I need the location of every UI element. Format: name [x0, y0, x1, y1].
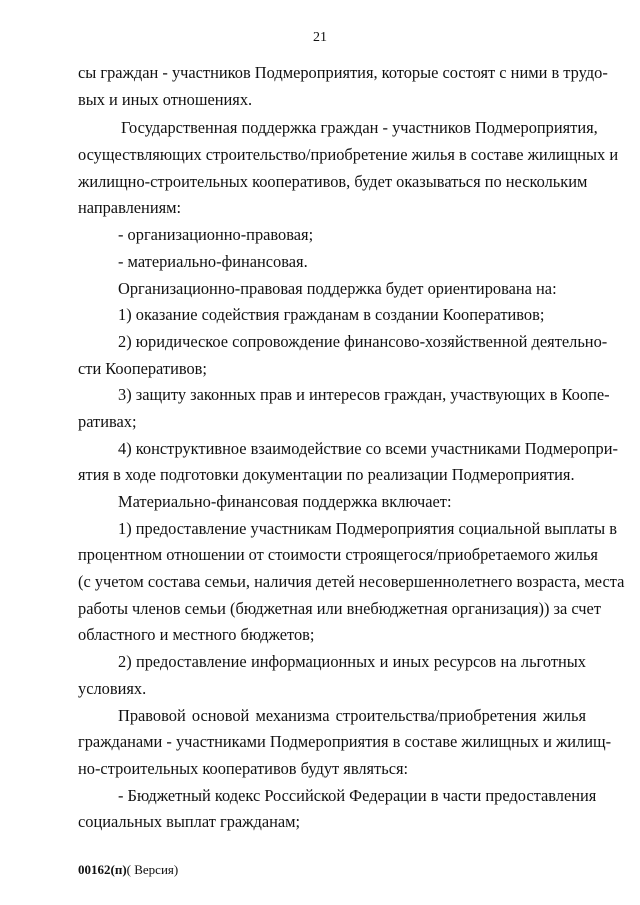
list-item: 1) предоставление участникам Подмероприятия социальной выплаты в [118, 518, 617, 538]
text-line: гражданами - участниками Подмероприятия в составе жилищных и жилищ- [78, 732, 612, 752]
text-line: жилищно-строительных кооперативов, будет оказываться по нескольким [78, 171, 588, 191]
text-line: областного и местного бюджетов; [78, 625, 315, 645]
text-line: сы граждан - участников Подмероприятия, которые состоят с ними в трудо- [78, 63, 608, 82]
text-line: ятия в ходе подготовки документации по реализации Подмероприятия. [78, 465, 575, 485]
text-line: сти Кооперативов; [78, 358, 207, 378]
list-item: 2) юридическое сопровождение финансово-хозяйственной деятельно- [118, 331, 608, 351]
text-line: социальных выплат гражданам; [78, 812, 301, 832]
list-item: - материально-финансовая. [118, 251, 308, 271]
list-item: - Бюджетный кодекс Российской Федерации в части предоставления [118, 785, 597, 805]
list-item: - организационно-правовая; [118, 225, 314, 245]
text-line: ративах; [78, 411, 137, 431]
text-line: осуществляющих строительство/приобретение жилья в составе жилищных и [78, 145, 619, 165]
document-body [78, 60, 625, 836]
text-line: условиях. [78, 678, 147, 698]
text-line: процентном отношении от стоимости строящегося/приобретаемого жилья [78, 545, 598, 565]
text-line: но-строительных кооперативов будут являться: [78, 758, 409, 778]
paragraph-start: Организационно-правовая поддержка будет ориентирована на: [118, 278, 557, 298]
text-line: направлениям: [78, 198, 182, 218]
paragraph-start: Правовой основой механизма строительства/приобретения жилья [118, 705, 586, 725]
footer [78, 862, 178, 878]
text-line: (с учетом состава семьи, наличия детей несовершеннолетнего возраста, места [78, 572, 625, 592]
list-item: 1) оказание содействия гражданам в создании Кооперативов; [118, 305, 545, 325]
paragraph-start: Материально-финансовая поддержка включает: [118, 492, 452, 511]
version-label: ( Версия) [126, 862, 179, 877]
list-item: 2) предоставление информационных и иных ресурсов на льготных [118, 652, 586, 672]
text-line: вых и иных отношениях. [78, 89, 253, 109]
document-code: 00162(п) [78, 862, 127, 877]
text-line: работы членов семьи (бюджетная или внебюджетная организация)) за счет [78, 598, 601, 618]
list-item: 4) конструктивное взаимодействие со всеми участниками Подмеропри- [118, 438, 618, 458]
paragraph-start: Государственная поддержка граждан - участников Подмероприятия, [121, 118, 598, 138]
page-number: 21 [313, 30, 327, 45]
list-item: 3) защиту законных прав и интересов граждан, участвующих в Коопе- [118, 385, 610, 405]
